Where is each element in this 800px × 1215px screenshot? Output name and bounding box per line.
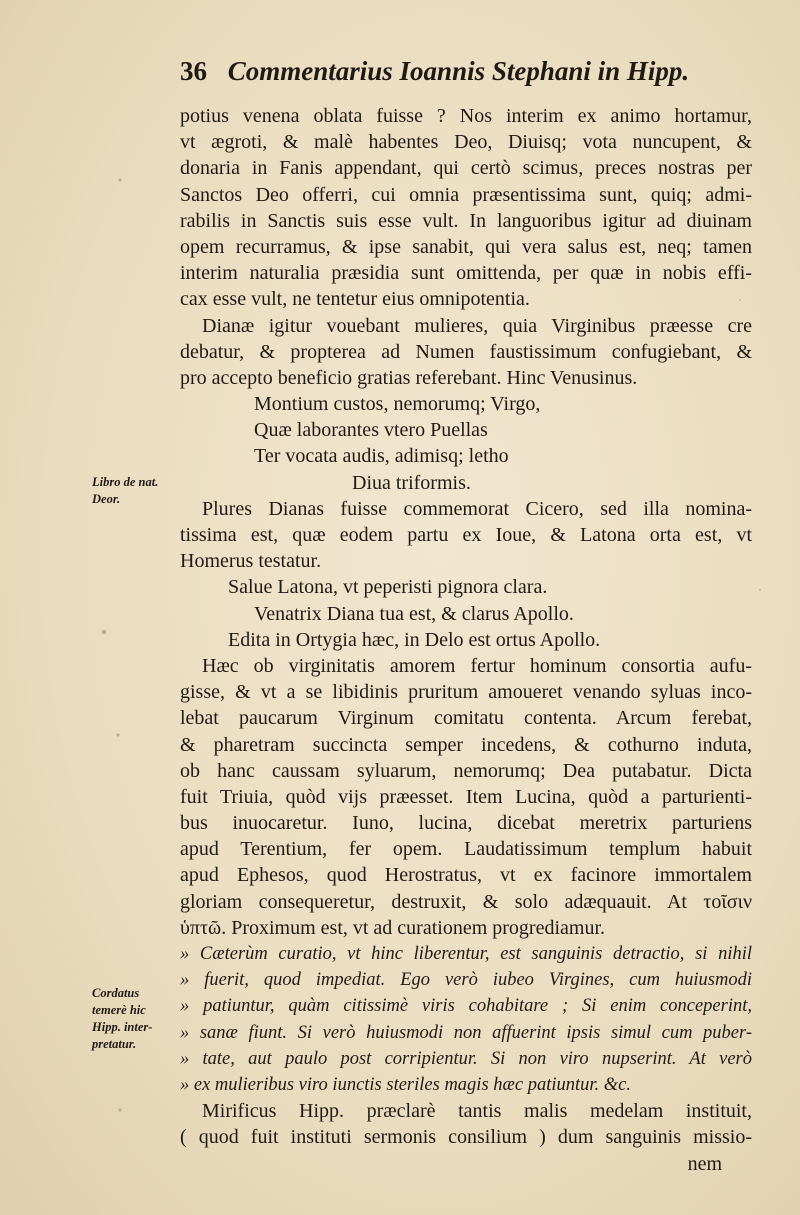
quote-line: » fuerit, quod impediat. Ego verò iubeo Virgines, cum huiusmodi [180, 970, 752, 991]
text-line: Dianæ igitur vouebant mulieres, quia Virginibus præesse cre [202, 314, 752, 337]
text-line: Hæc ob virginitatis amorem fertur hominum consortia aufu- [202, 654, 752, 677]
margin-note-cicero: Libro de nat. Deor. [92, 475, 159, 506]
verse-line: Quæ laborantes vtero Puellas [254, 419, 488, 442]
page-number: 36 [180, 56, 207, 86]
verse-line: Venatrix Diana tua est, & clarus Apollo. [254, 602, 574, 625]
text-line: rabilis in Sanctis suis esse vult. In languoribus igitur ad diuinam [180, 209, 752, 232]
text-line: cax esse vult, ne tentetur eius omnipotentia. [180, 288, 530, 311]
text-line: bus inuocaretur. Iuno, lucina, dicebat meretrix parturiens [180, 812, 752, 835]
body-text [180, 103, 752, 1177]
text-line: Plures Dianas fuisse commemorat Cicero, sed illa nomina- [202, 497, 752, 520]
text-line: ( quod fuit instituti sermonis consilium ) dum sanguinis missio- [180, 1126, 752, 1149]
text-line: donaria in Fanis appendant, qui certò scimus, preces nostras per [180, 157, 752, 180]
verse-line: Ter vocata audis, adimisq; letho [254, 445, 509, 468]
text-line: tissima est, quæ eodem partu ex Ioue, & Latona orta est, vt [180, 524, 752, 546]
quote-line: » sanæ fiunt. Si verò huiusmodi non affuerint ipsis simul cum puber- [180, 1022, 752, 1043]
text-line: gisse, & vt a se libidinis pruritum amoueret venando syluas inco- [180, 681, 752, 704]
quote-line: » Cæterùm curatio, vt hinc liberentur, est sanguinis detractio, si nihil [180, 944, 752, 964]
text-line: interim naturalia præsidia sunt omittenda, per quæ in nobis effi- [180, 262, 752, 285]
text-line: opem recurramus, & ipse sanabit, qui vera salus est, neq; tamen [180, 235, 752, 258]
verse-line: Edita in Ortygia hæc, in Delo est ortus Apollo. [228, 628, 601, 651]
page-header [180, 56, 689, 87]
text-line: apud Ephesos, quod Herostratus, vt ex facinore immortalem [180, 864, 752, 887]
verse-line: Montium custos, nemorumq; Virgo, [254, 393, 541, 416]
margin-note-cordatus: Cordatus temerè hic Hipp. inter-pretatur. [92, 986, 153, 1051]
text-line: & pharetram succincta semper incedens, & cothurno induta, [180, 733, 752, 756]
verse-line: Diua triformis. [352, 471, 471, 494]
text-line: gloriam consequeretur, destruxit, & solo adæquauit. At τοῖσιν [180, 890, 752, 913]
verse-line: Salue Latona, vt peperisti pignora clara. [228, 576, 548, 599]
text-line: vt ægroti, & malè habentes Deo, Diuisq; vota nuncupent, & [180, 131, 752, 154]
text-line: ob hanc caussam syluarum, nemorumq; Dea putabatur. Dicta [180, 759, 752, 782]
text-line: Mirificus Hipp. præclarè tantis malis medelam instituit, [202, 1100, 752, 1123]
text-line: debatur, & propterea ad Numen faustissimum confugiebant, & [180, 340, 752, 363]
quote-line: » patiuntur, quàm citissimè viris cohabitare ; Si enim conceperint, [180, 996, 752, 1017]
text-line: apud Terentium, fer opem. Laudatissimum templum habuit [180, 838, 752, 861]
text-line: Homerus testatur. [180, 550, 322, 573]
text-line: lebat paucarum Virginum comitatu contenta. Arcum ferebat, [180, 707, 752, 730]
text-line: potius venena oblata fuisse ? Nos interim ex animo hortamur, [180, 105, 752, 127]
quote-line: » tate, aut paulo post corripientur. Si non viro nupserint. At verò [180, 1048, 752, 1069]
text-line: ὑπτῶ. Proximum est, vt ad curationem progrediamur. [180, 916, 606, 939]
quote-line: » ex mulieribus viro iunctis steriles magis hæc patiuntur. &c. [180, 1074, 631, 1095]
running-title: Commentarius Ioannis Stephani in Hipp. [227, 56, 690, 86]
catchword: nem [687, 1152, 722, 1175]
text-line: Sanctos Deo offerri, cui omnia præsentissima sunt, quiq; admi- [180, 183, 752, 206]
text-line: fuit Triuia, quòd vijs præesset. Item Lucina, quòd a parturienti- [180, 785, 752, 808]
text-line: pro accepto beneficio gratias referebant. Hinc Venusinus. [180, 366, 638, 389]
